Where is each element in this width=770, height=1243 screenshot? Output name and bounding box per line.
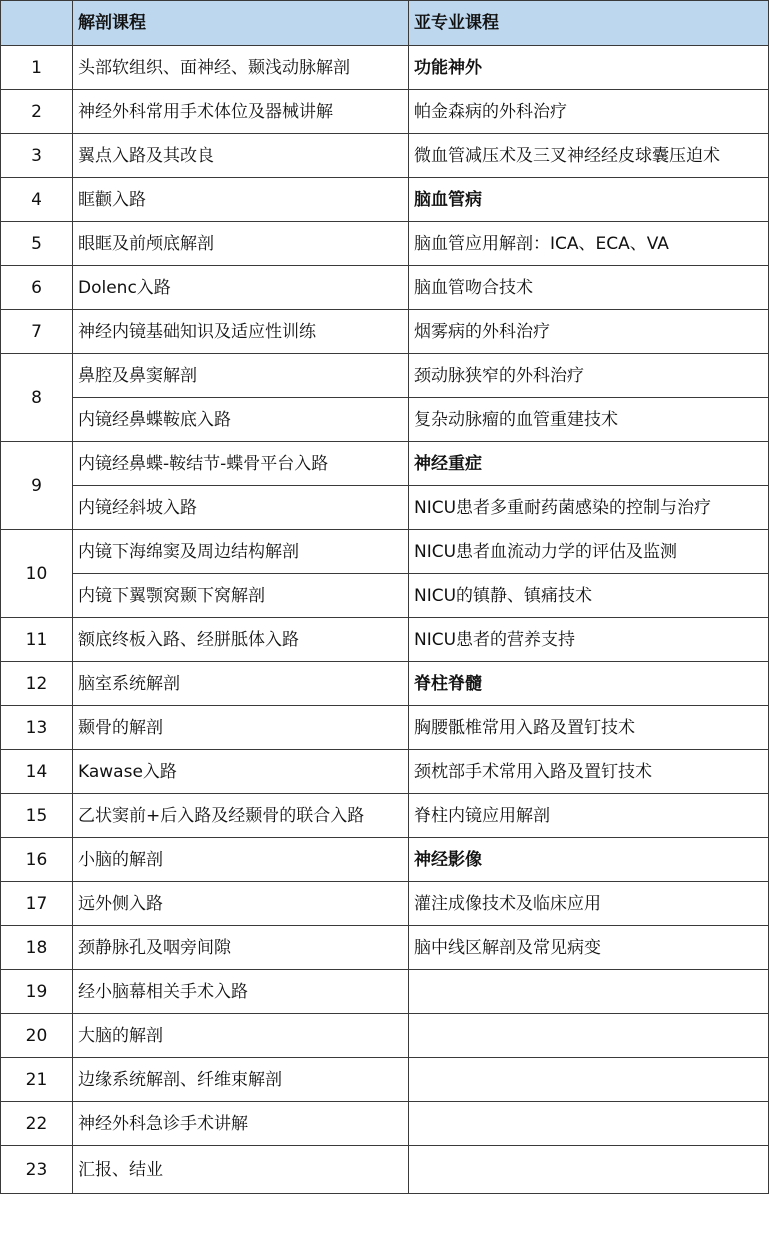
table-row — [1, 222, 769, 266]
subspecialty-category: 脊柱脊髓 — [409, 662, 769, 706]
subspecialty-category: 神经重症 — [409, 442, 769, 486]
subspecialty-cell: NICU患者的营养支持 — [409, 618, 769, 662]
row-number: 15 — [1, 794, 73, 838]
row-number: 1 — [1, 46, 73, 90]
table-row — [1, 1102, 769, 1146]
anatomy-cell: 大脑的解剖 — [73, 1014, 409, 1058]
subspecialty-cell — [409, 1102, 769, 1146]
subspecialty-cell: 颈枕部手术常用入路及置钉技术 — [409, 750, 769, 794]
subspecialty-cell: 颈动脉狭窄的外科治疗 — [409, 354, 769, 398]
subspecialty-category: 功能神外 — [409, 46, 769, 90]
table-row — [1, 486, 769, 530]
subspecialty-cell: 帕金森病的外科治疗 — [409, 90, 769, 134]
anatomy-cell: 神经内镜基础知识及适应性训练 — [73, 310, 409, 354]
table-row — [1, 1146, 769, 1194]
anatomy-cell: 翼点入路及其改良 — [73, 134, 409, 178]
anatomy-cell: 颈静脉孔及咽旁间隙 — [73, 926, 409, 970]
row-number: 23 — [1, 1146, 73, 1194]
row-number: 8 — [1, 354, 73, 442]
table-row — [1, 926, 769, 970]
subspecialty-cell: 灌注成像技术及临床应用 — [409, 882, 769, 926]
table-row — [1, 46, 769, 90]
subspecialty-cell: 烟雾病的外科治疗 — [409, 310, 769, 354]
row-number: 3 — [1, 134, 73, 178]
row-number: 5 — [1, 222, 73, 266]
row-number: 4 — [1, 178, 73, 222]
table-row — [1, 178, 769, 222]
row-number: 6 — [1, 266, 73, 310]
header-number — [1, 1, 73, 46]
subspecialty-cell — [409, 970, 769, 1014]
anatomy-cell: 眶颧入路 — [73, 178, 409, 222]
table-row — [1, 838, 769, 882]
table-row — [1, 794, 769, 838]
subspecialty-cell: 脑血管吻合技术 — [409, 266, 769, 310]
row-number: 12 — [1, 662, 73, 706]
subspecialty-cell: 脑中线区解剖及常见病变 — [409, 926, 769, 970]
table-row — [1, 750, 769, 794]
anatomy-cell: 颞骨的解剖 — [73, 706, 409, 750]
anatomy-cell: 鼻腔及鼻窦解剖 — [73, 354, 409, 398]
subspecialty-cell — [409, 1014, 769, 1058]
table-row — [1, 354, 769, 398]
subspecialty-cell — [409, 1146, 769, 1194]
anatomy-cell: Dolenc入路 — [73, 266, 409, 310]
table-row — [1, 882, 769, 926]
row-number: 10 — [1, 530, 73, 618]
anatomy-cell: 内镜经斜坡入路 — [73, 486, 409, 530]
anatomy-cell: 经小脑幕相关手术入路 — [73, 970, 409, 1014]
anatomy-cell: 脑室系统解剖 — [73, 662, 409, 706]
row-number: 21 — [1, 1058, 73, 1102]
subspecialty-category: 神经影像 — [409, 838, 769, 882]
table-row — [1, 970, 769, 1014]
table-row — [1, 662, 769, 706]
table-row — [1, 706, 769, 750]
row-number: 14 — [1, 750, 73, 794]
subspecialty-cell — [409, 1058, 769, 1102]
row-number: 18 — [1, 926, 73, 970]
table-row — [1, 266, 769, 310]
table-row — [1, 442, 769, 486]
anatomy-cell: 内镜经鼻蝶鞍底入路 — [73, 398, 409, 442]
anatomy-cell: 头部软组织、面神经、颞浅动脉解剖 — [73, 46, 409, 90]
anatomy-cell: 汇报、结业 — [73, 1146, 409, 1194]
subspecialty-cell: 脊柱内镜应用解剖 — [409, 794, 769, 838]
header-subspecialty: 亚专业课程 — [409, 1, 769, 46]
anatomy-cell: 远外侧入路 — [73, 882, 409, 926]
anatomy-cell: 内镜下翼颚窝颞下窝解剖 — [73, 574, 409, 618]
subspecialty-cell: NICU患者血流动力学的评估及监测 — [409, 530, 769, 574]
anatomy-cell: 乙状窦前+后入路及经颞骨的联合入路 — [73, 794, 409, 838]
row-number: 19 — [1, 970, 73, 1014]
subspecialty-category: 脑血管病 — [409, 178, 769, 222]
table-row — [1, 398, 769, 442]
subspecialty-cell: 胸腰骶椎常用入路及置钉技术 — [409, 706, 769, 750]
table-row — [1, 574, 769, 618]
row-number: 2 — [1, 90, 73, 134]
anatomy-cell: 边缘系统解剖、纤维束解剖 — [73, 1058, 409, 1102]
table-row — [1, 1014, 769, 1058]
row-number: 16 — [1, 838, 73, 882]
row-number: 22 — [1, 1102, 73, 1146]
anatomy-cell: 神经外科常用手术体位及器械讲解 — [73, 90, 409, 134]
table-row — [1, 310, 769, 354]
subspecialty-cell: 脑血管应用解剖：ICA、ECA、VA — [409, 222, 769, 266]
table-row — [1, 134, 769, 178]
header-anatomy: 解剖课程 — [73, 1, 409, 46]
anatomy-cell: 内镜下海绵窦及周边结构解剖 — [73, 530, 409, 574]
table-row — [1, 618, 769, 662]
anatomy-cell: 内镜经鼻蝶-鞍结节-蝶骨平台入路 — [73, 442, 409, 486]
subspecialty-cell: NICU的镇静、镇痛技术 — [409, 574, 769, 618]
header-row — [1, 1, 769, 46]
table-row — [1, 1058, 769, 1102]
anatomy-cell: 额底终板入路、经胼胝体入路 — [73, 618, 409, 662]
row-number: 13 — [1, 706, 73, 750]
table-row — [1, 90, 769, 134]
anatomy-cell: 眼眶及前颅底解剖 — [73, 222, 409, 266]
anatomy-cell: 小脑的解剖 — [73, 838, 409, 882]
subspecialty-cell: 微血管减压术及三叉神经经皮球囊压迫术 — [409, 134, 769, 178]
anatomy-cell: 神经外科急诊手术讲解 — [73, 1102, 409, 1146]
row-number: 9 — [1, 442, 73, 530]
row-number: 20 — [1, 1014, 73, 1058]
row-number: 11 — [1, 618, 73, 662]
row-number: 7 — [1, 310, 73, 354]
anatomy-cell: Kawase入路 — [73, 750, 409, 794]
subspecialty-cell: 复杂动脉瘤的血管重建技术 — [409, 398, 769, 442]
row-number: 17 — [1, 882, 73, 926]
table-row — [1, 530, 769, 574]
subspecialty-cell: NICU患者多重耐药菌感染的控制与治疗 — [409, 486, 769, 530]
